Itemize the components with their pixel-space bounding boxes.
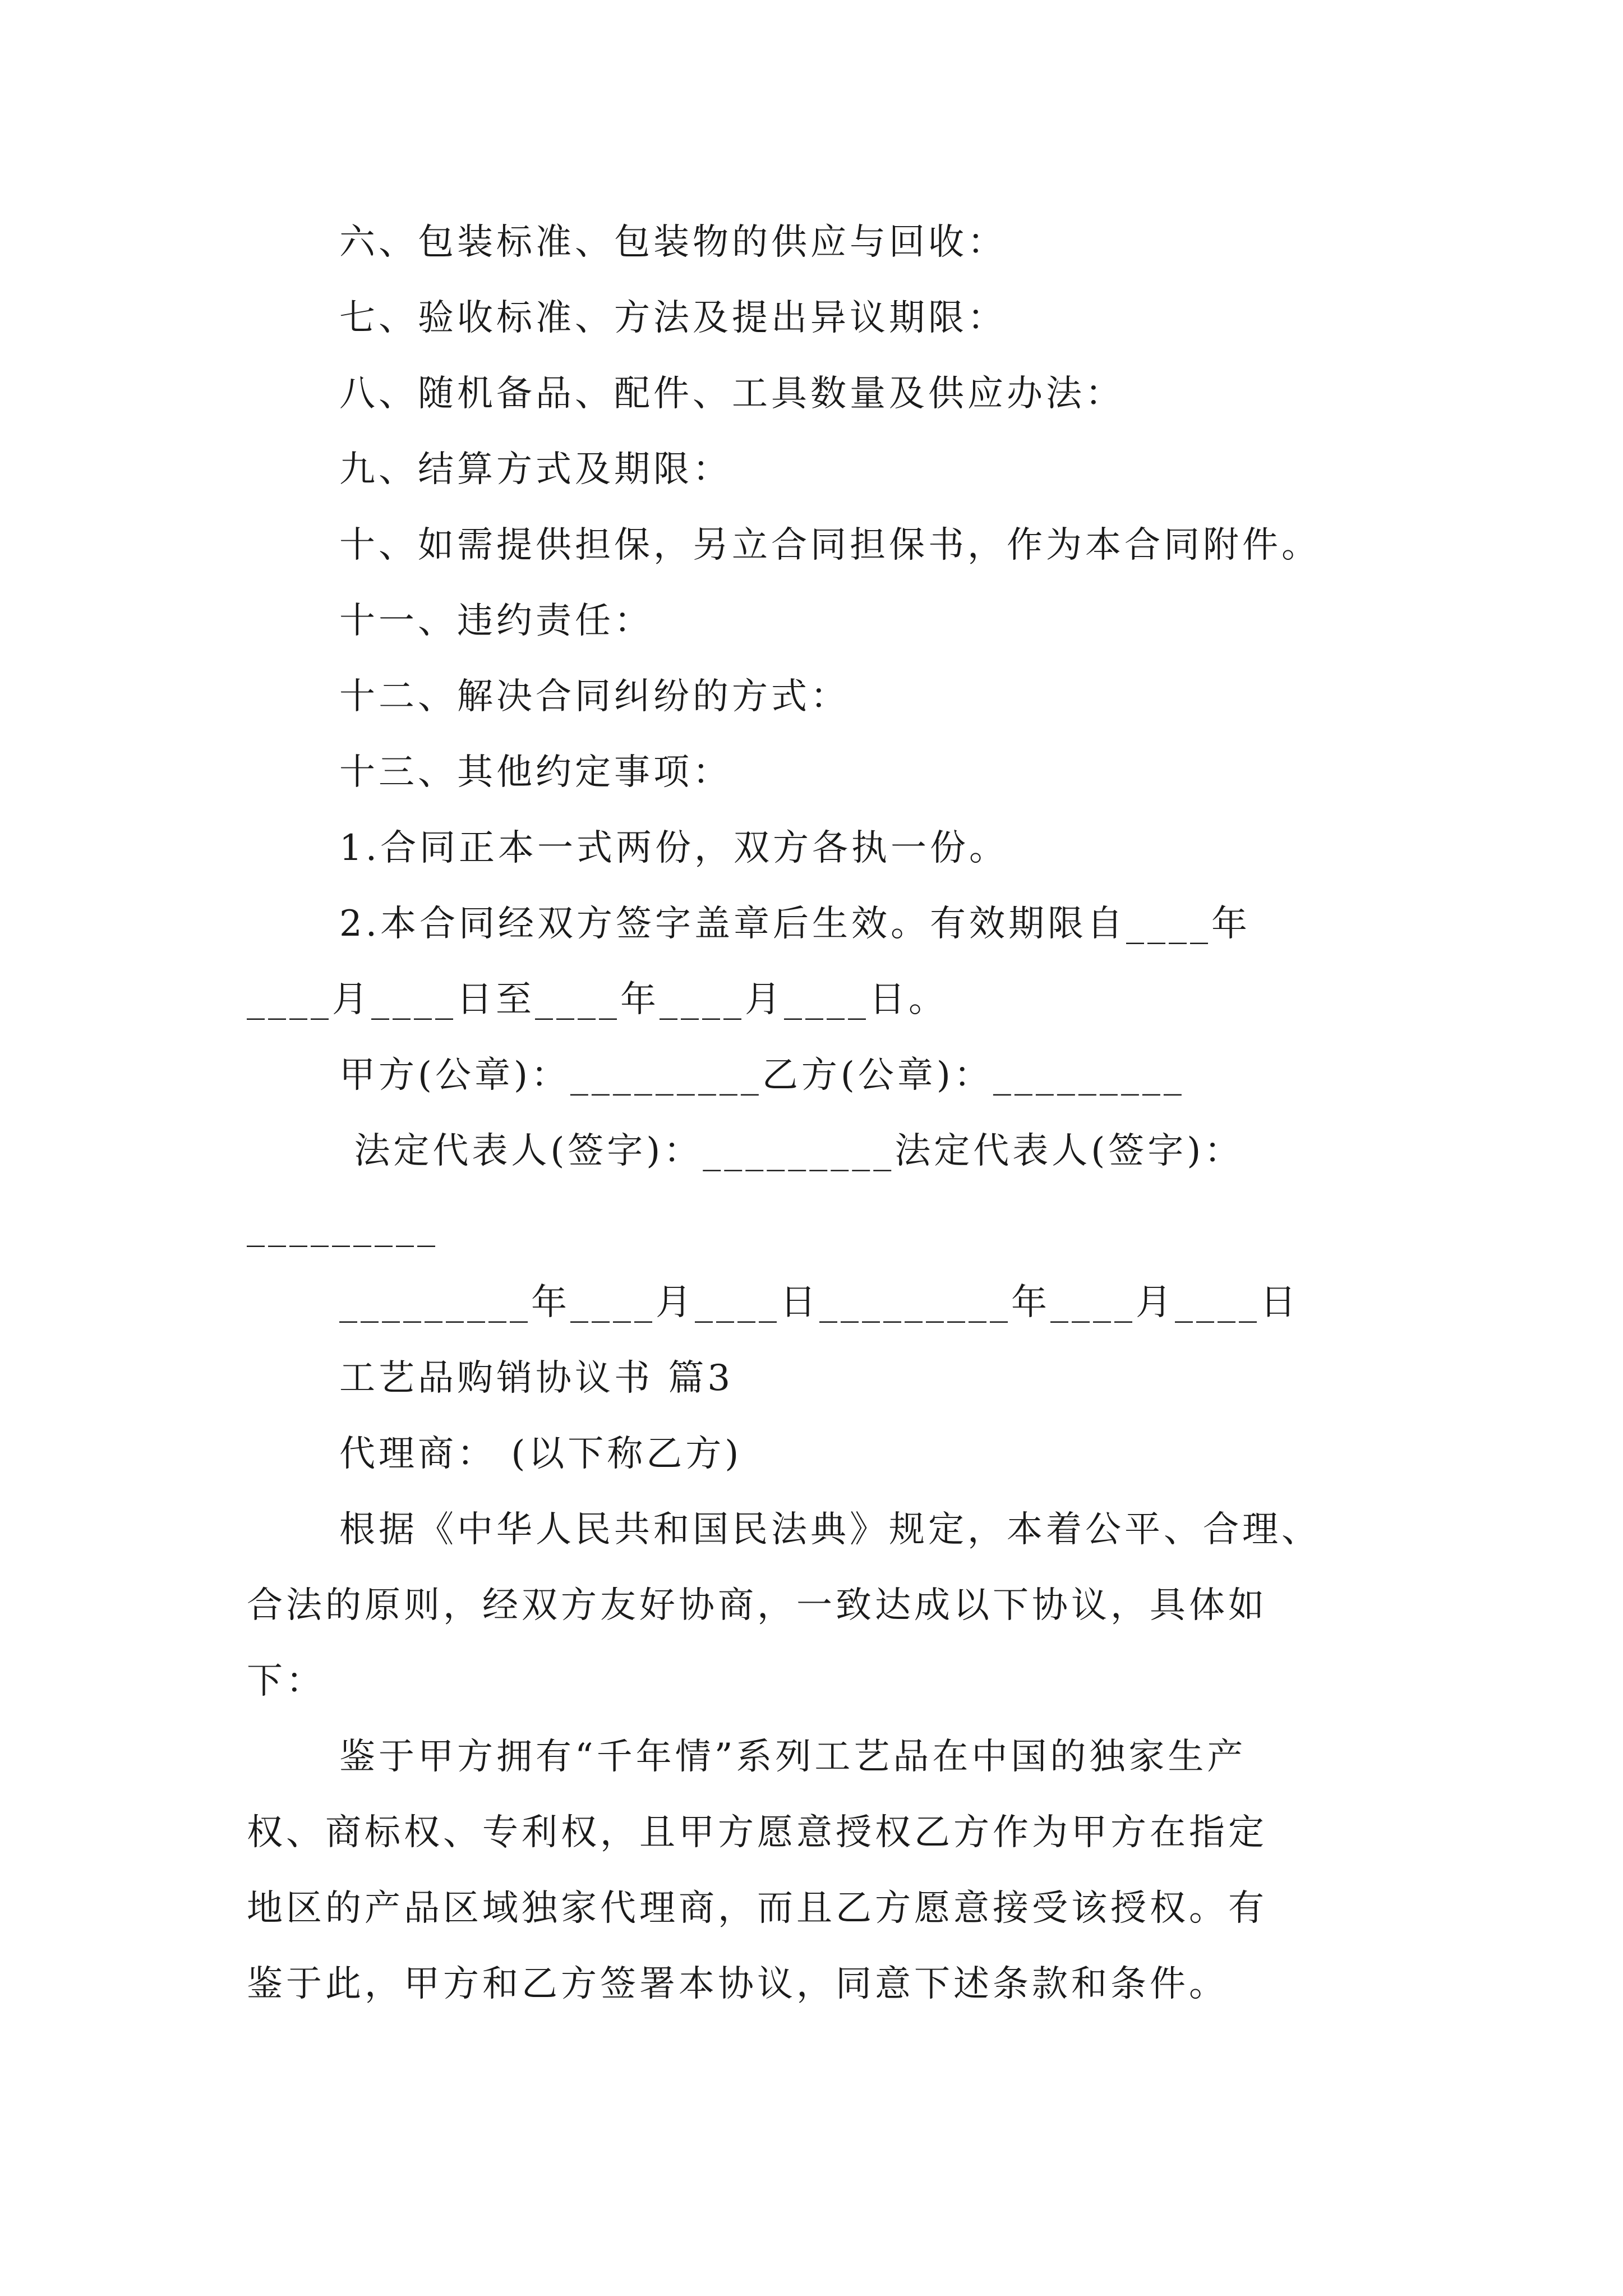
clause-11: 十一、违约责任： [339, 600, 653, 642]
clause-9: 九、结算方式及期限： [339, 449, 732, 490]
agent-line: 代理商： (以下称乙方) [339, 1433, 743, 1475]
clause-7: 七、验收标准、方法及提出异议期限： [339, 297, 1007, 339]
section-heading: 工艺品购销协议书 篇3 [339, 1358, 734, 1399]
item-2: 2.本合同经双方签字盖章后生效。有效期限自____年 [339, 903, 1251, 945]
clause-8: 八、随机备品、配件、工具数量及供应办法： [339, 373, 1124, 415]
clause-12: 十二、解决合同纠纷的方式： [339, 676, 850, 717]
paragraph-1-line-3: 下： [247, 1660, 325, 1702]
paragraph-2-line-2: 权、商标权、专利权，且甲方愿意授权乙方作为甲方在指定 [247, 1812, 1267, 1853]
paragraph-2-line-4: 鉴于此，甲方和乙方签署本协议，同意下述条款和条件。 [247, 1963, 1228, 2005]
clause-10: 十、如需提供担保，另立合同担保书，作为本合同附件。 [339, 524, 1321, 566]
paragraph-2-line-1: 鉴于甲方拥有“千年情”系列工艺品在中国的独家生产 [339, 1736, 1247, 1778]
clause-13: 十三、其他约定事项： [339, 752, 732, 793]
item-1: 1.合同正本一式两份，双方各执一份。 [339, 827, 1009, 869]
legal-rep-line: 法定代表人(签字)：_________法定代表人(签字)： [339, 1130, 1244, 1172]
clause-6: 六、包装标准、包装物的供应与回收： [339, 222, 1007, 263]
paragraph-2-line-3: 地区的产品区域独家代理商，而且乙方愿意接受该授权。有 [247, 1888, 1267, 1929]
item-2-continued: ____月____日至____年____月____日。 [247, 979, 948, 1020]
party-seals-line: 甲方(公章)：_________乙方(公章)：_________ [339, 1055, 1185, 1096]
legal-rep-blank: _________ [247, 1206, 439, 1248]
paragraph-1-line-1: 根据《中华人民共和国民法典》规定，本着公平、合理、 [339, 1509, 1321, 1550]
paragraph-1-line-2: 合法的原则，经双方友好协商，一致达成以下协议，具体如 [247, 1585, 1267, 1626]
date-line: _________年____月____日_________年____月____日 [339, 1282, 1299, 1323]
